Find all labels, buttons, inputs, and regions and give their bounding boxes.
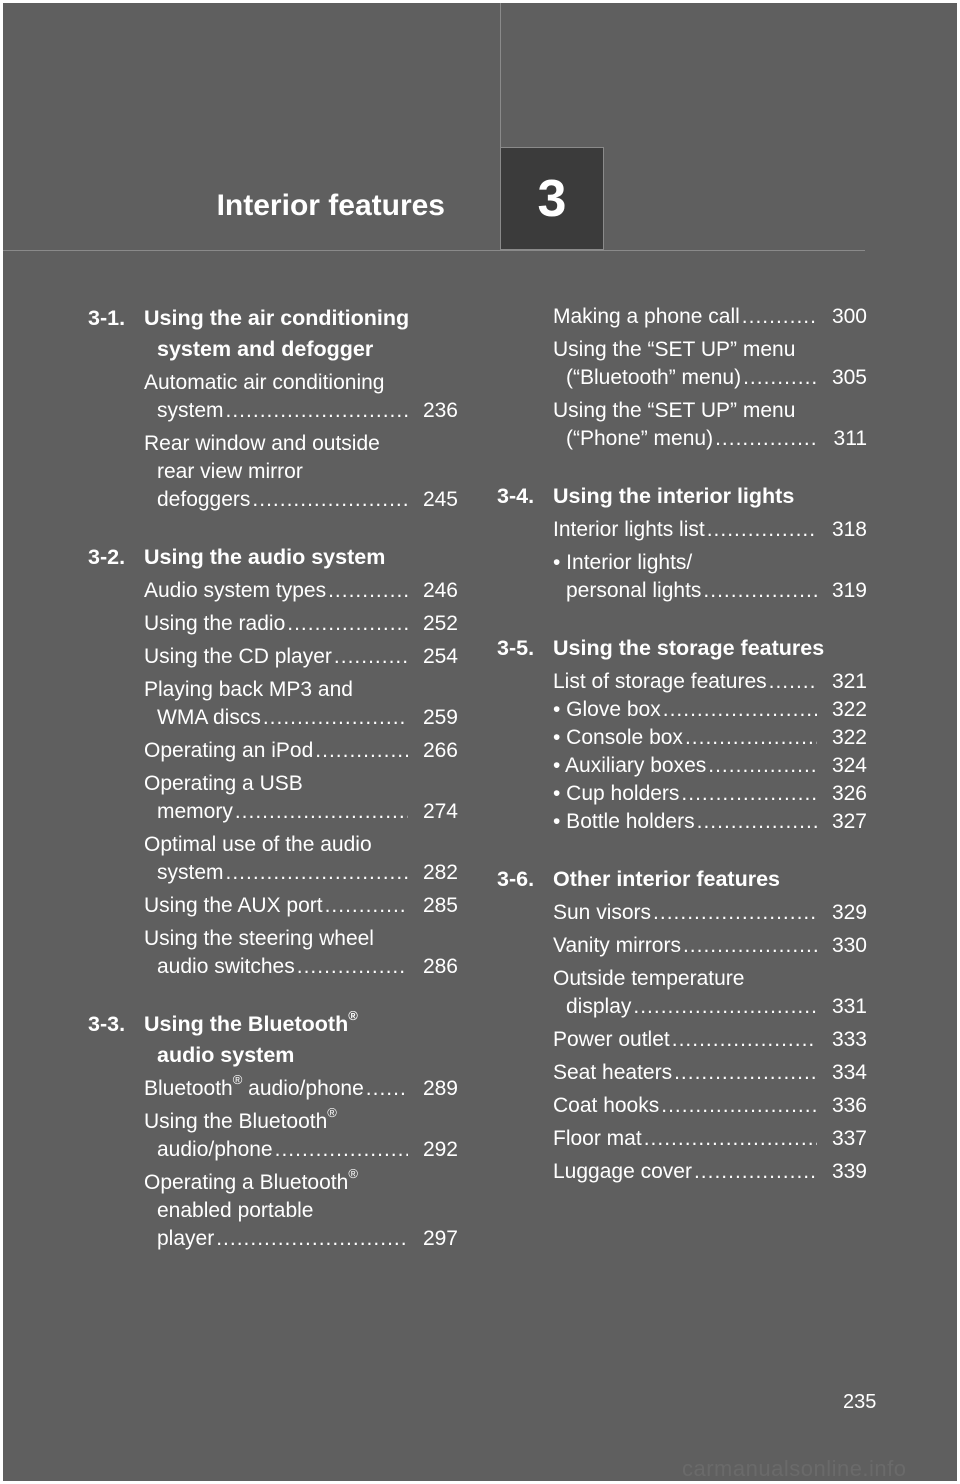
toc-entry-line: • Interior lights/	[553, 551, 693, 574]
toc-entry[interactable]	[144, 369, 458, 425]
toc-page-number: 330	[831, 934, 867, 957]
dot-leader	[767, 668, 817, 696]
dot-leader	[681, 932, 817, 960]
toc-entry-line: Using the “SET UP” menu	[553, 338, 796, 361]
section-title-line: Using the storage features	[553, 636, 825, 660]
section-entries	[88, 577, 458, 981]
section-heading	[497, 864, 867, 895]
section-heading	[88, 1009, 458, 1071]
manual-page	[3, 3, 957, 1481]
section-heading	[88, 542, 458, 573]
toc-page-number: 282	[422, 861, 458, 884]
toc-entry[interactable]	[553, 549, 867, 605]
toc-entry-label: Interior lights list	[553, 518, 705, 541]
header-horizontal-rule	[3, 250, 865, 251]
section-title	[553, 864, 867, 895]
dot-leader	[672, 1059, 817, 1087]
watermark: carmanualsonline.info	[682, 1456, 907, 1481]
toc-entry-text	[553, 1059, 817, 1087]
toc-page-number: 334	[831, 1061, 867, 1084]
toc-page-number: 319	[831, 579, 867, 602]
toc-entry-line: Rear window and outside	[144, 432, 380, 455]
section-entries	[497, 899, 867, 1186]
toc-entry[interactable]	[553, 752, 867, 780]
toc-entry[interactable]	[144, 577, 458, 605]
toc-entry-last-line	[144, 798, 408, 826]
toc-entry[interactable]	[553, 932, 867, 960]
section-title	[144, 542, 458, 573]
toc-entry-last-line	[553, 932, 817, 960]
dot-leader	[642, 1125, 817, 1153]
toc-entry-label: Operating an iPod	[144, 739, 314, 762]
toc-entry[interactable]	[553, 1158, 867, 1186]
toc-entry-text	[144, 643, 408, 671]
toc-entry-last-line	[553, 1125, 817, 1153]
toc-entry-label: audio/phone	[157, 1138, 273, 1161]
toc-entry-last-line	[553, 1158, 817, 1186]
dot-leader	[261, 704, 408, 732]
section-entries	[88, 1075, 458, 1253]
toc-entry[interactable]	[144, 610, 458, 638]
toc-entry[interactable]	[553, 1026, 867, 1054]
toc-entry-last-line	[144, 704, 408, 732]
toc-entry-last-line	[553, 752, 817, 780]
toc-entry-text	[553, 1158, 817, 1186]
toc-page-number: 339	[831, 1160, 867, 1183]
toc-section	[497, 481, 867, 605]
toc-entry-label: • Glove box	[553, 698, 661, 721]
section-entries	[88, 369, 458, 514]
toc-entry-text	[144, 925, 408, 981]
registered-mark: ®	[348, 1007, 358, 1023]
toc-entry-text	[553, 965, 817, 1021]
toc-entry-text	[144, 737, 408, 765]
toc-page-number: 236	[422, 399, 458, 422]
toc-entry-line: Using the “SET UP” menu	[553, 399, 796, 422]
toc-entry-label: • Console box	[553, 726, 683, 749]
section-title-line: Using the Bluetooth®	[144, 1007, 358, 1036]
dot-leader	[631, 993, 817, 1021]
toc-entry-label: Using the CD player	[144, 645, 332, 668]
toc-entry-text	[553, 696, 817, 724]
toc-page-number: 300	[831, 305, 867, 328]
toc-entry-last-line	[144, 397, 408, 425]
dot-leader	[364, 1075, 408, 1103]
toc-entry[interactable]	[553, 1059, 867, 1087]
section-title-line: Using the audio system	[144, 545, 386, 569]
toc-entry-last-line	[553, 1059, 817, 1087]
toc-entry[interactable]	[553, 397, 867, 453]
section-title-line: audio system	[157, 1043, 295, 1067]
toc-entry[interactable]	[553, 303, 867, 331]
toc-entry[interactable]	[144, 925, 458, 981]
toc-entry-label: Power outlet	[553, 1028, 670, 1051]
toc-entry-line: Outside temperature	[553, 967, 745, 990]
toc-entry-last-line	[553, 364, 817, 392]
toc-entry-line: Optimal use of the audio	[144, 833, 372, 856]
toc-page-number: 318	[831, 518, 867, 541]
dot-leader	[679, 780, 817, 808]
dot-leader	[273, 1136, 408, 1164]
toc-entry[interactable]	[144, 1169, 458, 1253]
toc-page-number: 311	[833, 427, 867, 450]
dot-leader	[224, 397, 408, 425]
toc-entry-last-line	[144, 643, 408, 671]
toc-section	[88, 1009, 458, 1253]
toc-entry-line: Automatic air conditioning	[144, 371, 385, 394]
toc-entry-text	[144, 369, 408, 425]
toc-entry-text	[144, 676, 408, 732]
toc-entry-text	[144, 892, 408, 920]
toc-page-number: 254	[422, 645, 458, 668]
toc-entry[interactable]	[553, 808, 867, 836]
toc-entry-label: personal lights	[566, 579, 702, 602]
toc-entry-last-line	[553, 303, 817, 331]
dot-leader	[332, 643, 408, 671]
toc-page-number: 321	[831, 670, 867, 693]
toc-entry-last-line	[553, 696, 817, 724]
section-title	[144, 303, 458, 365]
toc-entry-text	[553, 808, 817, 836]
toc-entry[interactable]	[553, 336, 867, 392]
toc-entry-last-line	[553, 899, 817, 927]
toc-entry[interactable]	[144, 892, 458, 920]
toc-entry-last-line	[553, 577, 817, 605]
toc-page-number: 327	[831, 810, 867, 833]
section-heading	[88, 303, 458, 365]
toc-entry-text	[144, 770, 408, 826]
toc-entry-text	[144, 610, 408, 638]
toc-entry-last-line	[144, 486, 408, 514]
registered-mark: ®	[232, 1075, 243, 1087]
section-heading	[497, 481, 867, 512]
toc-page-number: 289	[422, 1077, 458, 1100]
toc-page-number: 245	[422, 488, 458, 511]
toc-entry-label: system	[157, 399, 224, 422]
dot-leader	[741, 364, 817, 392]
toc-page-number: 274	[422, 800, 458, 823]
toc-entry-label: Sun visors	[553, 901, 652, 924]
dot-leader	[323, 892, 408, 920]
toc-entry[interactable]	[553, 724, 867, 752]
toc-entry-label: player	[157, 1227, 215, 1250]
toc-entry-last-line	[553, 1026, 817, 1054]
dot-leader	[224, 859, 408, 887]
dot-leader	[705, 516, 817, 544]
section-heading	[497, 633, 867, 664]
toc-entry-text	[553, 336, 817, 392]
dot-leader	[683, 724, 817, 752]
section-entries	[497, 516, 867, 605]
toc-column-left	[88, 303, 458, 1281]
dot-leader	[214, 1225, 408, 1253]
toc-entry-label: Vanity mirrors	[553, 934, 681, 957]
toc-entry-line: Playing back MP3 and	[144, 678, 353, 701]
toc-page-number: 266	[422, 739, 458, 762]
toc-entry-text	[144, 1169, 408, 1253]
dot-leader	[692, 1158, 817, 1186]
toc-entry-label: Bluetooth® audio/phone	[144, 1075, 364, 1103]
toc-entry[interactable]	[144, 831, 458, 887]
toc-entry-label: Making a phone call	[553, 305, 740, 328]
toc-entry-label: Seat heaters	[553, 1061, 673, 1084]
toc-page-number: 326	[831, 782, 867, 805]
toc-entry[interactable]	[553, 668, 867, 696]
toc-page-number: 292	[422, 1138, 458, 1161]
section-title-line: system and defogger	[157, 337, 374, 361]
toc-page-number: 336	[831, 1094, 867, 1117]
toc-entry-text	[553, 932, 817, 960]
section-entries	[497, 668, 867, 836]
toc-entry-label: memory	[157, 800, 233, 823]
toc-entry-last-line	[144, 1225, 408, 1253]
toc-column-right	[497, 303, 867, 1214]
page-number: 235	[843, 1391, 877, 1413]
toc-entry-label: (“Phone” menu)	[566, 427, 714, 450]
section-number: 3-1.	[88, 306, 126, 330]
toc-page-number: 259	[422, 706, 458, 729]
section-number: 3-3.	[88, 1012, 126, 1036]
toc-entry-text	[144, 577, 408, 605]
toc-entry[interactable]	[144, 770, 458, 826]
toc-entry-last-line	[144, 953, 408, 981]
toc-page-number: 285	[422, 894, 458, 917]
toc-entry-text	[553, 1092, 817, 1120]
toc-entry-label: • Cup holders	[553, 782, 680, 805]
toc-entry-text	[553, 780, 817, 808]
dot-leader	[661, 696, 817, 724]
toc-continued-entries	[497, 303, 867, 453]
dot-leader	[701, 577, 817, 605]
section-number: 3-2.	[88, 545, 126, 569]
toc-entry-label: WMA discs	[157, 706, 261, 729]
toc-page-number: 324	[831, 754, 867, 777]
toc-entry-label: • Auxiliary boxes	[553, 754, 707, 777]
toc-page-number: 322	[831, 698, 867, 721]
dot-leader	[326, 577, 408, 605]
chapter-number-box	[500, 147, 604, 250]
registered-mark: ®	[348, 1169, 358, 1181]
toc-page-number: 329	[831, 901, 867, 924]
toc-page-number: 333	[831, 1028, 867, 1051]
toc-entry-text	[553, 303, 817, 331]
toc-entry-label: defoggers	[157, 488, 251, 511]
toc-entry[interactable]	[553, 965, 867, 1021]
dot-leader	[659, 1092, 817, 1120]
toc-section	[497, 864, 867, 1186]
toc-entry[interactable]	[553, 780, 867, 808]
toc-entry-label: system	[157, 861, 224, 884]
toc-entry-label: • Bottle holders	[553, 810, 695, 833]
toc-entry-text	[553, 549, 817, 605]
toc-page-number: 246	[422, 579, 458, 602]
toc-entry-last-line	[553, 993, 817, 1021]
toc-entry-text	[553, 899, 817, 927]
dot-leader	[706, 752, 817, 780]
toc-page-number: 331	[831, 995, 867, 1018]
toc-entry-last-line	[553, 724, 817, 752]
toc-page-number: 286	[422, 955, 458, 978]
toc-entry-label: (“Bluetooth” menu)	[566, 366, 742, 389]
toc-page-number: 252	[422, 612, 458, 635]
toc-entry-label: Using the radio	[144, 612, 286, 635]
toc-entry-text	[553, 397, 817, 453]
toc-entry-line: Operating a USB	[144, 772, 303, 795]
toc-page-number: 337	[831, 1127, 867, 1150]
toc-entry-text	[144, 430, 408, 514]
dot-leader	[233, 798, 408, 826]
toc-entry[interactable]	[144, 1108, 458, 1164]
toc-entry[interactable]	[553, 696, 867, 724]
toc-entry-label: Audio system types	[144, 579, 327, 602]
toc-entry[interactable]	[144, 737, 458, 765]
section-title	[553, 633, 867, 664]
registered-mark: ®	[327, 1108, 337, 1120]
toc-entry[interactable]	[144, 643, 458, 671]
toc-entry[interactable]	[144, 430, 458, 514]
toc-section	[88, 542, 458, 981]
toc-entry-label: Using the AUX port	[144, 894, 323, 917]
toc-entry-line: Using the steering wheel	[144, 927, 374, 950]
toc-entry-last-line	[553, 780, 817, 808]
dot-leader	[670, 1026, 817, 1054]
section-number: 3-4.	[497, 484, 535, 508]
chapter-title: Interior features	[216, 189, 445, 222]
toc-entry-text	[553, 668, 817, 696]
section-number: 3-5.	[497, 636, 535, 660]
section-number: 3-6.	[497, 867, 535, 891]
toc-entry-last-line	[553, 1092, 817, 1120]
dot-leader	[713, 425, 817, 453]
toc-entry-last-line	[144, 1075, 408, 1103]
toc-entry-line: enabled portable	[157, 1199, 314, 1222]
toc-entry-line: Operating a Bluetooth®	[144, 1169, 408, 1197]
toc-entry-last-line	[553, 668, 817, 696]
toc-entry-last-line	[144, 577, 408, 605]
toc-entry[interactable]	[553, 516, 867, 544]
toc-entry-text	[553, 516, 817, 544]
dot-leader	[695, 808, 817, 836]
toc-entry-label: audio switches	[157, 955, 295, 978]
section-title-line: Using the interior lights	[553, 484, 795, 508]
section-title	[144, 1009, 458, 1071]
toc-entry-last-line	[144, 737, 408, 765]
dot-leader	[740, 303, 817, 331]
toc-entry-label: Coat hooks	[553, 1094, 660, 1117]
toc-entry-line: rear view mirror	[157, 460, 303, 483]
toc-entry[interactable]	[144, 676, 458, 732]
toc-entry-label: display	[566, 995, 632, 1018]
toc-entry[interactable]	[553, 899, 867, 927]
dot-leader	[651, 899, 817, 927]
toc-entry-last-line	[144, 610, 408, 638]
dot-leader	[250, 486, 408, 514]
toc-entry-label: Floor mat	[553, 1127, 642, 1150]
dot-leader	[285, 610, 408, 638]
toc-page-number: 297	[422, 1227, 458, 1250]
toc-entry[interactable]	[553, 1125, 867, 1153]
toc-entry-label: Luggage cover	[553, 1160, 692, 1183]
toc-entry-text	[144, 1108, 408, 1164]
toc-page-number: 322	[831, 726, 867, 749]
toc-page-number: 305	[831, 366, 867, 389]
toc-entry-last-line	[144, 859, 408, 887]
toc-entry-last-line	[144, 892, 408, 920]
toc-entry-last-line	[553, 425, 817, 453]
toc-entry-text	[553, 724, 817, 752]
section-title-line: Using the air conditioning	[144, 306, 410, 330]
toc-section	[497, 633, 867, 836]
toc-entry-label: List of storage features	[553, 670, 767, 693]
dot-leader	[313, 737, 408, 765]
chapter-number: 3	[537, 169, 567, 228]
toc-entry-last-line	[553, 808, 817, 836]
toc-section	[88, 303, 458, 514]
toc-entry[interactable]	[553, 1092, 867, 1120]
toc-entry-last-line	[553, 516, 817, 544]
toc-entry[interactable]	[144, 1075, 458, 1103]
toc-entry-text	[144, 831, 408, 887]
section-title	[553, 481, 867, 512]
toc-entry-last-line	[144, 1136, 408, 1164]
dot-leader	[295, 953, 408, 981]
toc-entry-text	[144, 1075, 408, 1103]
toc-entry-text	[553, 752, 817, 780]
toc-entry-text	[553, 1026, 817, 1054]
section-title-line: Other interior features	[553, 867, 780, 891]
toc-entry-text	[553, 1125, 817, 1153]
toc-entry-line: Using the Bluetooth®	[144, 1108, 408, 1136]
